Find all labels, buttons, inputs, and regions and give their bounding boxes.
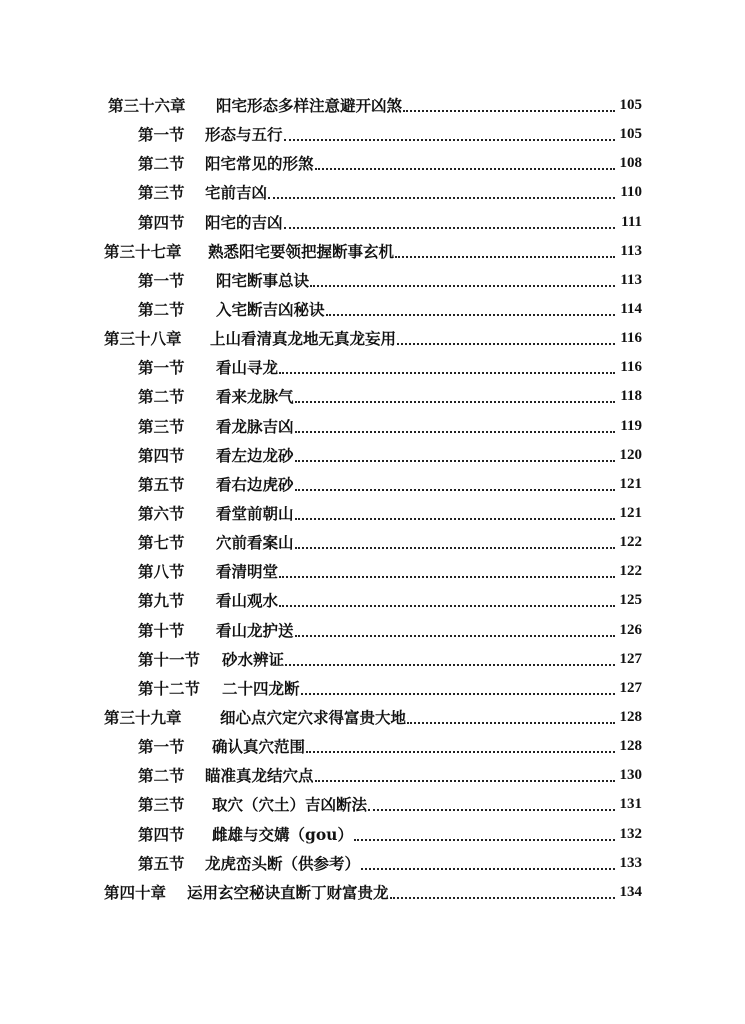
toc-page-number: 118	[620, 388, 642, 405]
toc-section-entry	[0, 295, 745, 324]
toc-entry-title: 看清明堂	[216, 562, 279, 582]
toc-section-entry	[0, 470, 745, 499]
dot-leader	[310, 285, 615, 287]
toc-entry-number: 第七节	[138, 533, 185, 553]
toc-entry-title: 雌雄与交媾（gou）	[212, 824, 353, 844]
dot-leader	[295, 460, 615, 462]
toc-section-entry	[0, 353, 745, 382]
dot-leader	[403, 110, 615, 112]
toc-entry-number: 第九节	[138, 591, 185, 611]
toc-chapter-entry	[0, 878, 745, 907]
toc-section-entry	[0, 820, 745, 849]
toc-entry-title: 形态与五行	[205, 125, 283, 145]
toc-page-number: 105	[619, 97, 642, 113]
toc-section-entry	[0, 761, 745, 790]
toc-page-number: 128	[619, 708, 642, 725]
toc-entry-title: 看左边龙砂	[216, 445, 294, 465]
toc-page-number: 125	[619, 592, 642, 609]
toc-entry-number: 第三十八章	[104, 329, 182, 349]
dot-leader	[279, 372, 615, 374]
toc-page-number: 120	[619, 446, 642, 463]
toc-section-entry	[0, 557, 745, 586]
toc-chapter-entry	[0, 703, 745, 732]
toc-entry-title: 瞄准真龙结穴点	[205, 766, 314, 786]
toc-entry-title: 阳宅的吉凶	[205, 212, 283, 232]
toc-entry-number: 第十节	[138, 620, 185, 640]
toc-entry-title: 熟悉阳宅要领把握断事玄机	[208, 241, 395, 261]
dot-leader	[407, 722, 615, 724]
toc-page-number: 114	[620, 300, 642, 317]
toc-entry-number: 第五节	[138, 474, 185, 494]
toc-section-entry	[0, 586, 745, 615]
toc-entry-number: 第五节	[138, 853, 185, 873]
dot-leader	[315, 168, 615, 170]
toc-entry-title: 阳宅形态多样注意避开凶煞	[216, 96, 403, 115]
toc-entry-title: 看龙脉吉凶	[216, 416, 294, 436]
toc-section-entry	[0, 208, 745, 237]
dot-leader	[295, 431, 615, 433]
toc-entry-number: 第三节	[138, 795, 185, 815]
toc-entry-number: 第四节	[138, 445, 185, 465]
toc-section-entry	[0, 499, 745, 528]
toc-entry-number: 第一节	[138, 270, 185, 290]
toc-entry-number: 第四节	[138, 212, 185, 232]
toc-section-entry	[0, 790, 745, 819]
toc-entry-number: 第三节	[138, 183, 185, 203]
toc-page-number: 130	[619, 767, 642, 784]
dot-leader	[390, 897, 615, 899]
dot-leader	[285, 664, 615, 666]
dot-leader	[279, 605, 615, 607]
toc-entry-title: 二十四龙断	[222, 678, 300, 698]
toc-page-number: 108	[619, 155, 642, 172]
toc-page-number: 111	[621, 213, 642, 230]
toc-page-number: 113	[620, 242, 642, 259]
dot-leader	[397, 343, 615, 345]
toc-page-number: 110	[620, 184, 642, 201]
toc-entry-title: 看山观水	[216, 591, 279, 611]
dot-leader	[284, 139, 615, 141]
toc-page-number: 126	[619, 621, 642, 638]
dot-leader	[368, 809, 615, 811]
toc-entry-number: 第六节	[138, 503, 185, 523]
toc-section-entry	[0, 616, 745, 645]
toc-entry-number: 第一节	[138, 737, 185, 757]
toc-entry-title: 确认真穴范围	[212, 737, 306, 757]
dot-leader	[306, 751, 615, 753]
toc-section-entry	[0, 645, 745, 674]
toc-page-number: 127	[619, 650, 642, 667]
dot-leader	[279, 576, 615, 578]
toc-entry-title: 穴前看案山	[216, 533, 294, 553]
toc-entry-number: 第三十七章	[104, 241, 182, 261]
table-of-contents	[0, 91, 745, 907]
toc-section-entry	[0, 149, 745, 178]
toc-section-entry	[0, 732, 745, 761]
dot-leader	[295, 518, 615, 520]
toc-entry-number: 第一节	[138, 125, 185, 145]
toc-entry-title: 看山寻龙	[216, 358, 279, 378]
toc-entry-number: 第四十章	[104, 882, 167, 902]
toc-page-number: 116	[620, 330, 642, 347]
toc-entry-number: 第二节	[138, 766, 185, 786]
toc-section-entry	[0, 441, 745, 470]
toc-entry-number: 第二节	[138, 154, 185, 174]
toc-entry-number: 第一节	[138, 358, 185, 378]
dot-leader	[301, 693, 615, 695]
toc-entry-number: 第十二节	[138, 678, 201, 698]
toc-section-entry	[0, 674, 745, 703]
dot-leader	[295, 401, 615, 403]
toc-entry-number: 第八节	[138, 562, 185, 582]
toc-page-number: 122	[619, 563, 642, 580]
dot-leader	[361, 868, 615, 870]
toc-entry-title: 细心点穴定穴求得富贵大地	[220, 707, 407, 727]
dot-leader	[268, 197, 615, 199]
toc-page-number: 121	[619, 504, 642, 521]
toc-section-entry	[0, 120, 745, 149]
toc-page-number: 134	[619, 883, 642, 900]
toc-section-entry	[0, 412, 745, 441]
toc-entry-number: 第十一节	[138, 649, 201, 669]
toc-page-number: 122	[619, 534, 642, 551]
toc-entry-number: 第二节	[138, 299, 185, 319]
toc-entry-title: 运用玄空秘诀直断丁财富贵龙	[187, 882, 389, 902]
toc-section-entry	[0, 849, 745, 878]
dot-leader	[284, 227, 615, 229]
toc-page-number: 121	[619, 475, 642, 492]
toc-entry-number: 第三十六章	[108, 96, 186, 115]
toc-entry-title: 入宅断吉凶秘诀	[216, 299, 325, 319]
toc-entry-title: 看山龙护送	[216, 620, 294, 640]
dot-leader	[295, 489, 615, 491]
dot-leader	[295, 547, 615, 549]
toc-entry-number: 第二节	[138, 387, 185, 407]
toc-page-number: 133	[619, 854, 642, 871]
toc-page-number: 127	[619, 679, 642, 696]
toc-entry-number: 第三节	[138, 416, 185, 436]
toc-entry-title: 砂水辨证	[222, 649, 285, 669]
dot-leader	[354, 839, 615, 841]
toc-entry-number: 第四节	[138, 824, 185, 844]
toc-entry-title: 宅前吉凶	[205, 183, 268, 203]
toc-entry-title: 阳宅断事总诀	[216, 270, 310, 290]
toc-entry-title: 龙虎峦头断（供参考）	[205, 853, 361, 873]
dot-leader	[395, 256, 615, 258]
toc-page-number: 113	[620, 271, 642, 288]
toc-entry-title: 阳宅常见的形煞	[205, 154, 314, 174]
toc-page-number: 131	[619, 796, 642, 813]
dot-leader	[326, 314, 615, 316]
toc-chapter-entry	[0, 91, 745, 120]
dot-leader	[315, 780, 615, 782]
toc-page-number: 116	[620, 359, 642, 376]
toc-chapter-entry	[0, 237, 745, 266]
toc-entry-title: 取穴（穴土）吉凶断法	[212, 795, 368, 815]
toc-entry-title: 看堂前朝山	[216, 503, 294, 523]
toc-page-number: 132	[619, 825, 642, 842]
toc-page-number: 119	[620, 417, 642, 434]
toc-page-number: 105	[619, 126, 642, 143]
toc-entry-title: 看来龙脉气	[216, 387, 294, 407]
toc-chapter-entry	[0, 324, 745, 353]
toc-entry-title: 看右边虎砂	[216, 474, 294, 494]
toc-section-entry	[0, 382, 745, 411]
toc-entry-title: 上山看清真龙地无真龙妄用	[210, 329, 397, 349]
toc-entry-number: 第三十九章	[104, 707, 182, 727]
toc-section-entry	[0, 266, 745, 295]
dot-leader	[295, 635, 615, 637]
toc-section-entry	[0, 528, 745, 557]
toc-section-entry	[0, 178, 745, 207]
toc-page-number: 128	[619, 738, 642, 755]
